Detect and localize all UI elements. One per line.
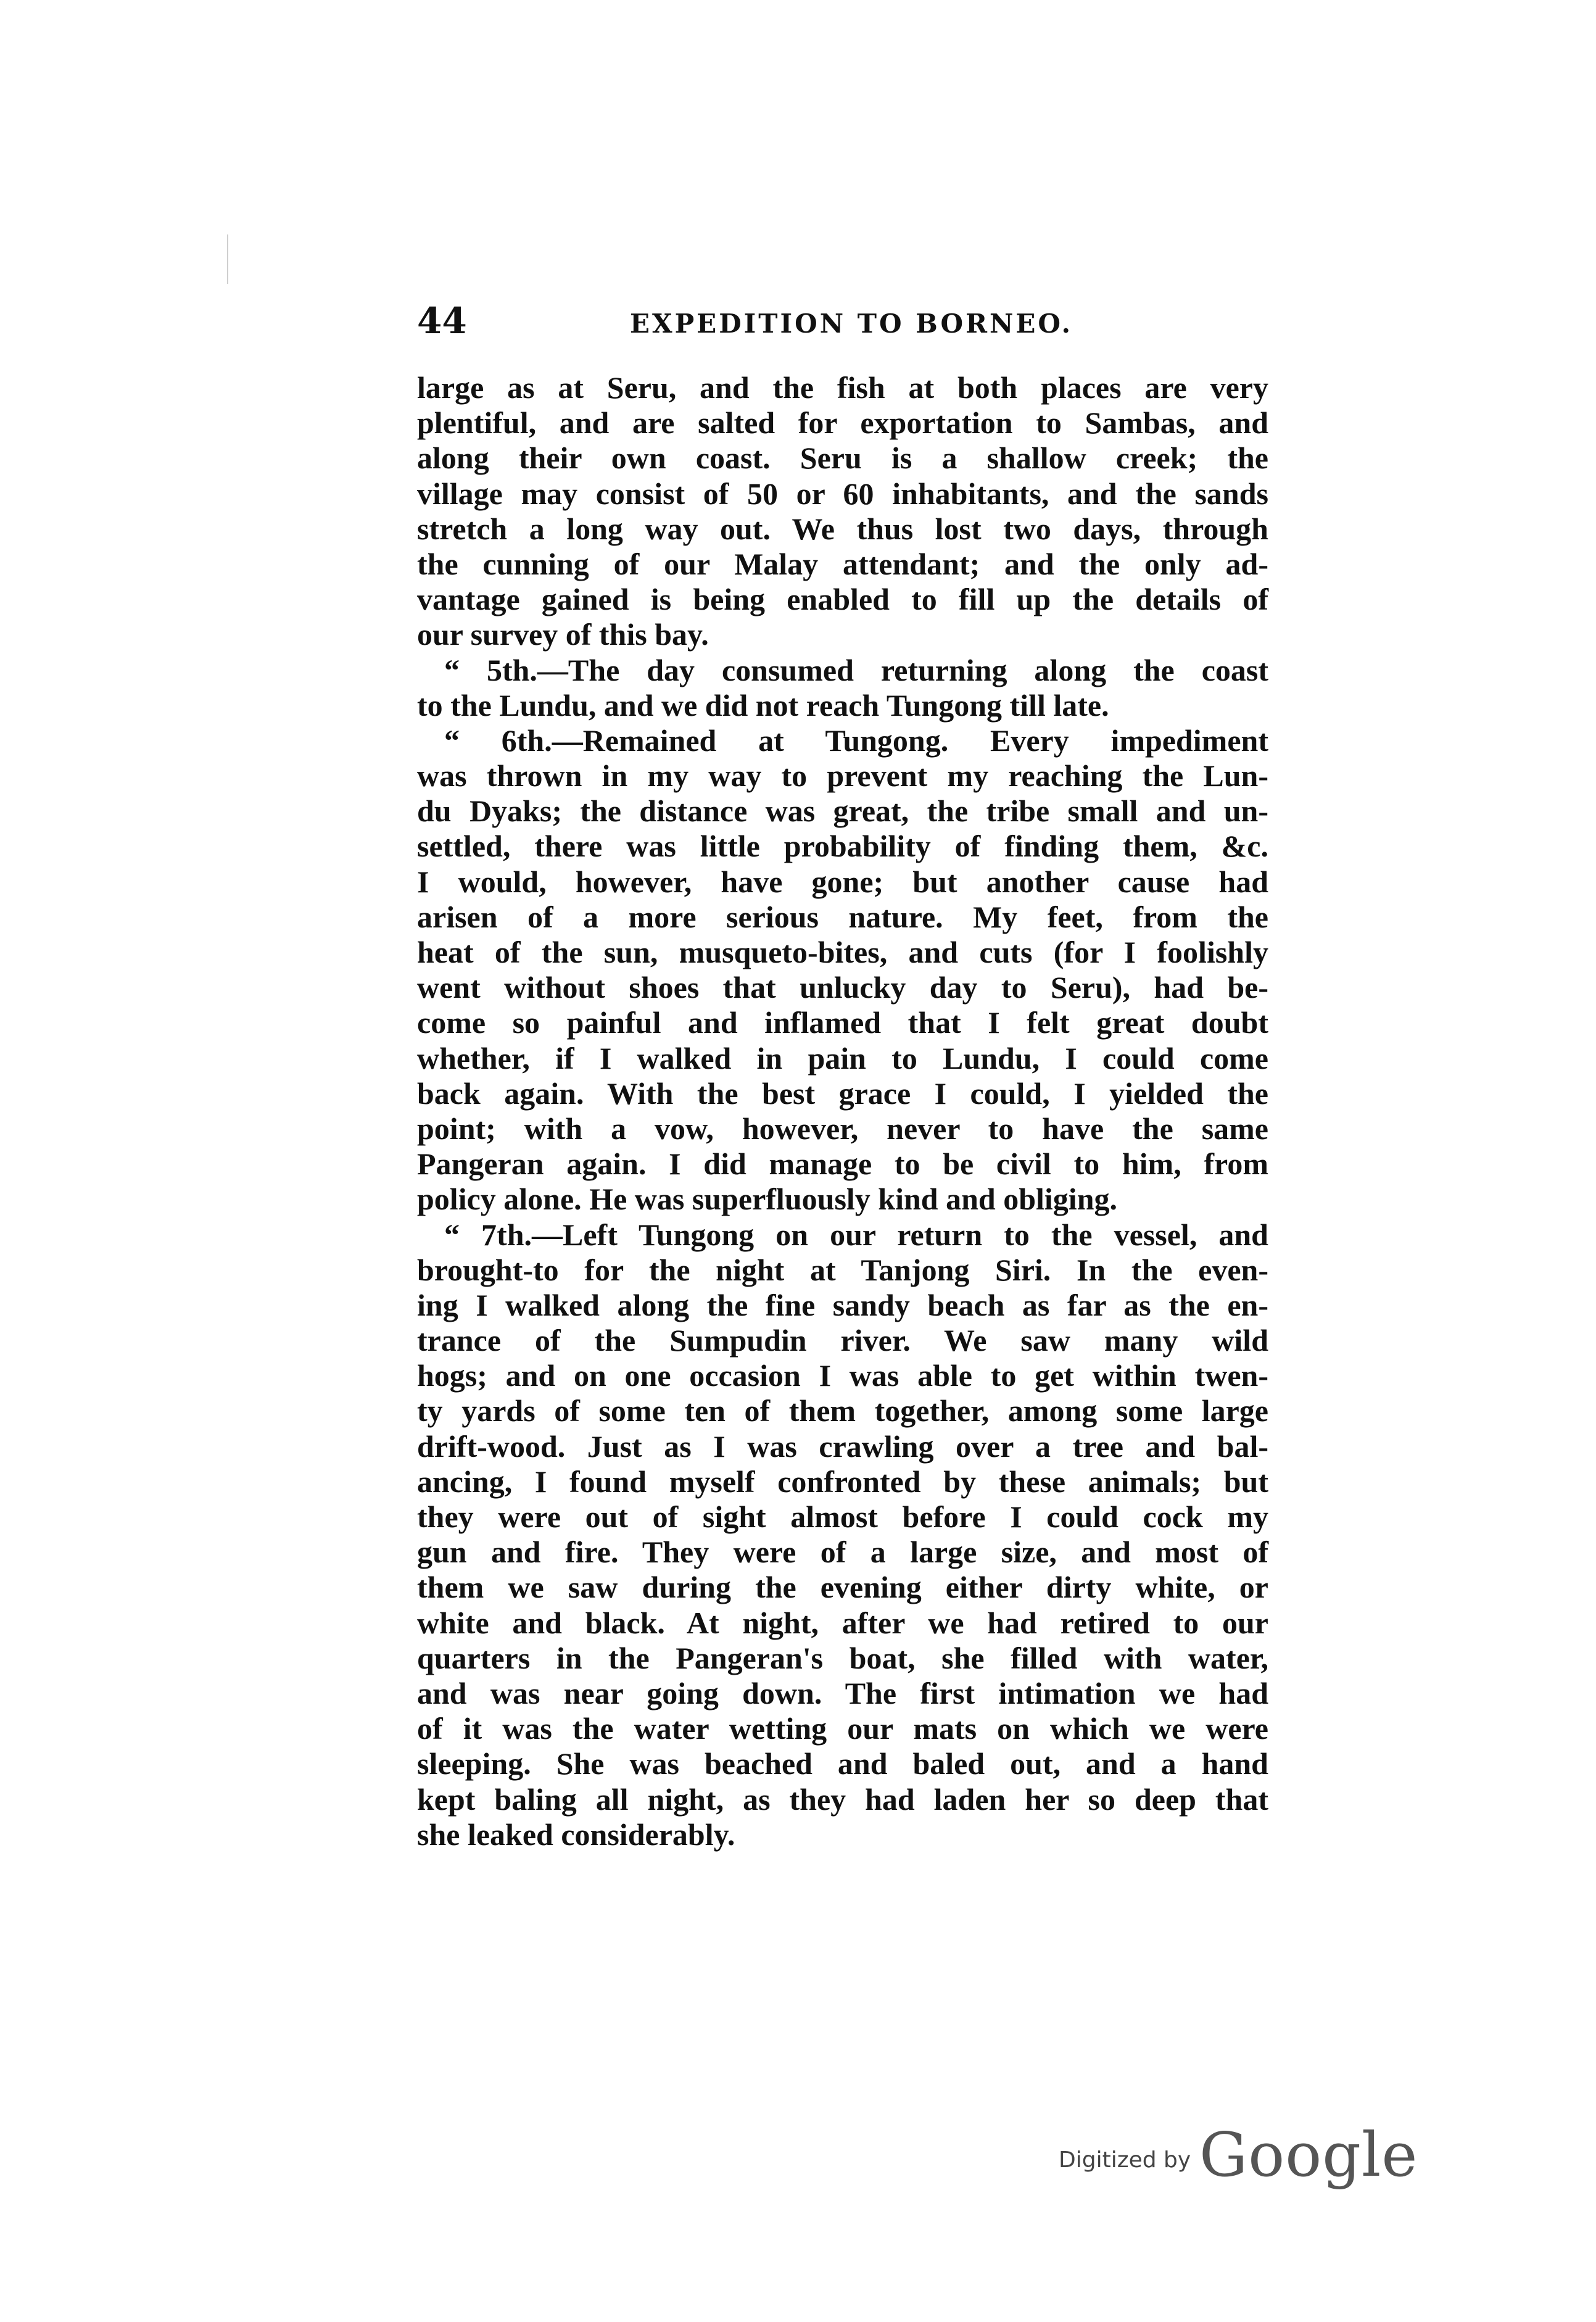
text-line: ing I walked along the fine sandy beach as far as the en- bbox=[417, 1287, 1268, 1322]
paragraph-1 bbox=[417, 370, 1268, 653]
page-header bbox=[417, 302, 1281, 346]
text-line: was thrown in my way to prevent my reaching the Lun- bbox=[417, 758, 1268, 794]
text-line: policy alone. He was superfluously kind and obliging. bbox=[417, 1182, 1118, 1217]
page-number: 44 bbox=[417, 300, 467, 342]
google-logo: Google bbox=[1199, 2120, 1418, 2191]
text-line: arisen of a more serious nature. My feet, from the bbox=[417, 899, 1268, 934]
text-line: to the Lundu, and we did not reach Tungong till late. bbox=[417, 687, 1109, 723]
text-line: vantage gained is being enabled to fill up the details of bbox=[417, 582, 1268, 617]
paragraph-entry-7th bbox=[417, 1217, 1268, 1852]
text-line: kept baling all night, as they had laden her so deep that bbox=[417, 1781, 1268, 1817]
text-line: white and black. At night, after we had retired to our bbox=[417, 1605, 1268, 1640]
text-line: come so painful and inflamed that I felt great doubt bbox=[417, 1005, 1268, 1040]
text-line: went without shoes that unlucky day to Seru), had be- bbox=[417, 970, 1268, 1005]
text-line: she leaked considerably. bbox=[417, 1817, 735, 1852]
text-line: our survey of this bay. bbox=[417, 617, 709, 652]
paragraph-entry-5th bbox=[417, 653, 1268, 723]
text-line: of it was the water wetting our mats on which we were bbox=[417, 1711, 1268, 1746]
text-line: the cunning of our Malay attendant; and the only ad- bbox=[417, 546, 1268, 581]
scan-margin-mark bbox=[227, 234, 228, 284]
body-text bbox=[417, 370, 1268, 1852]
text-line: and was near going down. The first intimation we had bbox=[417, 1675, 1268, 1710]
text-line: sleeping. She was beached and baled out, and a hand bbox=[417, 1746, 1268, 1781]
text-line: village may consist of 50 or 60 inhabitants, and the sands bbox=[417, 476, 1268, 511]
text-line: along their own coast. Seru is a shallow creek; the bbox=[417, 441, 1268, 476]
text-line: stretch a long way out. We thus lost two days, through bbox=[417, 511, 1268, 546]
text-line: settled, there was little probability of finding them, &c. bbox=[417, 829, 1268, 864]
text-line: quarters in the Pangeran's boat, she filled with water, bbox=[417, 1640, 1268, 1675]
text-line: “ 7th.—Left Tungong on our return to the vessel, and bbox=[444, 1217, 1268, 1252]
text-line: drift-wood. Just as I was crawling over a tree and bal- bbox=[417, 1428, 1268, 1464]
text-line: large as at Seru, and the fish at both places are very bbox=[417, 370, 1268, 405]
text-line: ty yards of some ten of them together, among some large bbox=[417, 1393, 1268, 1428]
text-line: du Dyaks; the distance was great, the tribe small and un- bbox=[417, 794, 1268, 829]
text-line: trance of the Sumpudin river. We saw many wild bbox=[417, 1323, 1268, 1358]
text-line: heat of the sun, musqueto-bites, and cuts (for I foolishly bbox=[417, 935, 1268, 969]
text-line: back again. With the best grace I could, I yielded the bbox=[417, 1076, 1268, 1111]
text-line: whether, if I walked in pain to Lundu, I could come bbox=[417, 1040, 1268, 1076]
text-line: ancing, I found myself confronted by these animals; but bbox=[417, 1464, 1268, 1499]
text-line: Pangeran again. I did manage to be civil to him, from bbox=[417, 1146, 1268, 1182]
digitized-by-label: Digitized by bbox=[1059, 2147, 1191, 2173]
text-line: “ 6th.—Remained at Tungong. Every impediment bbox=[444, 723, 1268, 758]
text-line: plentiful, and are salted for exportation to Sambas, and bbox=[417, 405, 1268, 441]
digitized-by-google-watermark bbox=[1059, 2120, 1418, 2191]
text-line: them we saw during the evening either dirty white, or bbox=[417, 1570, 1268, 1605]
text-line: brought-to for the night at Tanjong Siri. In the even- bbox=[417, 1252, 1268, 1287]
paragraph-entry-6th bbox=[417, 723, 1268, 1217]
text-line: they were out of sight almost before I could cock my bbox=[417, 1499, 1268, 1534]
text-line: point; with a vow, however, never to have the same bbox=[417, 1111, 1268, 1146]
running-head: EXPEDITION TO BORNEO. bbox=[630, 309, 1073, 339]
text-line: hogs; and on one occasion I was able to get within twen- bbox=[417, 1358, 1268, 1393]
text-line: “ 5th.—The day consumed returning along the coast bbox=[444, 652, 1268, 687]
text-line: I would, however, have gone; but another cause had bbox=[417, 864, 1268, 899]
text-line: gun and fire. They were of a large size, and most of bbox=[417, 1535, 1268, 1570]
